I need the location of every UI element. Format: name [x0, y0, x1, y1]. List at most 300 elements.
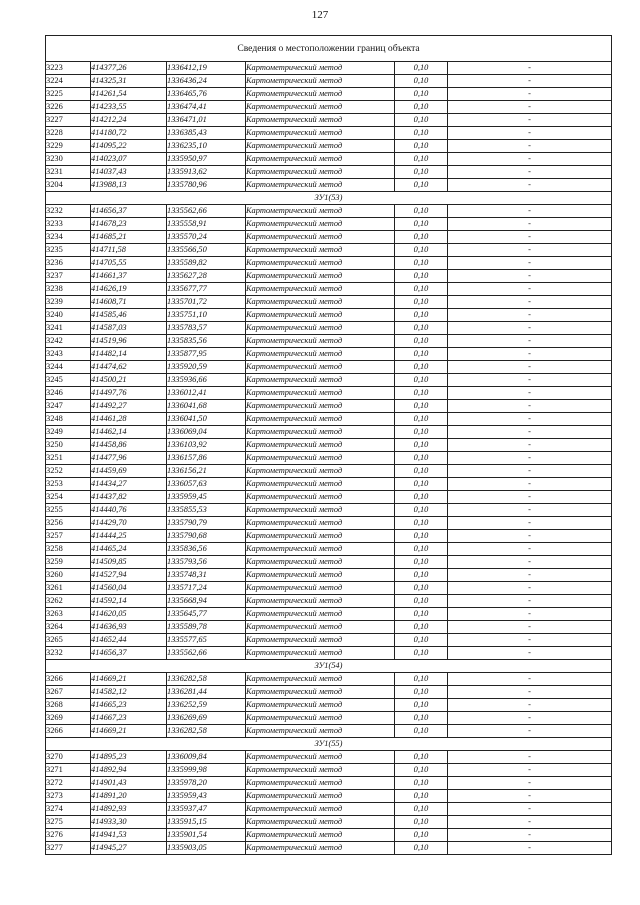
point-number-cell: 3224	[46, 75, 91, 88]
point-number-cell: 3258	[46, 543, 91, 556]
description-cell: -	[448, 634, 612, 647]
coord-x-cell: 414901,43	[91, 777, 167, 790]
method-cell: Картометрический метод	[246, 842, 395, 855]
method-cell: Картометрический метод	[246, 244, 395, 257]
group-label: ЗУ1(53)	[46, 192, 612, 205]
coord-y-cell: 1335780,96	[167, 179, 246, 192]
coord-y-cell: 1335748,31	[167, 569, 246, 582]
description-cell: -	[448, 478, 612, 491]
point-number-cell: 3246	[46, 387, 91, 400]
coord-x-cell: 414678,23	[91, 218, 167, 231]
description-cell: -	[448, 530, 612, 543]
precision-cell: 0,10	[395, 725, 448, 738]
precision-cell: 0,10	[395, 842, 448, 855]
precision-cell: 0,10	[395, 673, 448, 686]
point-number-cell: 3231	[46, 166, 91, 179]
method-cell: Картометрический метод	[246, 231, 395, 244]
description-cell: -	[448, 153, 612, 166]
coord-x-cell: 414462,14	[91, 426, 167, 439]
coord-y-cell: 1335717,24	[167, 582, 246, 595]
description-cell: -	[448, 114, 612, 127]
point-number-cell: 3233	[46, 218, 91, 231]
point-number-cell: 3266	[46, 725, 91, 738]
precision-cell: 0,10	[395, 309, 448, 322]
coord-y-cell: 1336436,24	[167, 75, 246, 88]
method-cell: Картометрический метод	[246, 517, 395, 530]
description-cell: -	[448, 569, 612, 582]
point-number-cell: 3259	[46, 556, 91, 569]
description-cell: -	[448, 348, 612, 361]
point-number-cell: 3269	[46, 712, 91, 725]
precision-cell: 0,10	[395, 452, 448, 465]
coord-x-cell: 414509,85	[91, 556, 167, 569]
method-cell: Картометрический метод	[246, 556, 395, 569]
point-number-cell: 3262	[46, 595, 91, 608]
description-cell: -	[448, 582, 612, 595]
method-cell: Картометрический метод	[246, 478, 395, 491]
description-cell: -	[448, 465, 612, 478]
coord-y-cell: 1335562,66	[167, 647, 246, 660]
method-cell: Картометрический метод	[246, 465, 395, 478]
description-cell: -	[448, 725, 612, 738]
table-title: Сведения о местоположении границ объекта	[46, 36, 612, 62]
coord-y-cell: 1336103,92	[167, 439, 246, 452]
table-row	[46, 569, 612, 582]
coord-x-cell: 414945,27	[91, 842, 167, 855]
coord-x-cell: 414711,58	[91, 244, 167, 257]
precision-cell: 0,10	[395, 62, 448, 75]
description-cell: -	[448, 699, 612, 712]
description-cell: -	[448, 751, 612, 764]
coord-x-cell: 414037,43	[91, 166, 167, 179]
group-header-row	[46, 192, 612, 205]
method-cell: Картометрический метод	[246, 803, 395, 816]
precision-cell: 0,10	[395, 166, 448, 179]
coord-x-cell: 414429,70	[91, 517, 167, 530]
point-number-cell: 3261	[46, 582, 91, 595]
table-row	[46, 621, 612, 634]
point-number-cell: 3236	[46, 257, 91, 270]
point-number-cell: 3257	[46, 530, 91, 543]
method-cell: Картометрический метод	[246, 595, 395, 608]
coord-x-cell: 414434,27	[91, 478, 167, 491]
table-row	[46, 361, 612, 374]
coord-y-cell: 1335959,45	[167, 491, 246, 504]
coord-y-cell: 1335589,82	[167, 257, 246, 270]
coord-x-cell: 414023,07	[91, 153, 167, 166]
point-number-cell: 3276	[46, 829, 91, 842]
table-row	[46, 790, 612, 803]
point-number-cell: 3268	[46, 699, 91, 712]
coord-y-cell: 1335790,79	[167, 517, 246, 530]
method-cell: Картометрический метод	[246, 387, 395, 400]
point-number-cell: 3272	[46, 777, 91, 790]
table-row	[46, 413, 612, 426]
method-cell: Картометрический метод	[246, 686, 395, 699]
description-cell: -	[448, 686, 612, 699]
description-cell: -	[448, 439, 612, 452]
coord-x-cell: 414519,96	[91, 335, 167, 348]
method-cell: Картометрический метод	[246, 361, 395, 374]
precision-cell: 0,10	[395, 803, 448, 816]
precision-cell: 0,10	[395, 153, 448, 166]
coord-y-cell: 1335645,77	[167, 608, 246, 621]
precision-cell: 0,10	[395, 270, 448, 283]
coord-x-cell: 414477,96	[91, 452, 167, 465]
coord-y-cell: 1335936,66	[167, 374, 246, 387]
method-cell: Картометрический метод	[246, 491, 395, 504]
point-number-cell: 3237	[46, 270, 91, 283]
coord-x-cell: 414482,14	[91, 348, 167, 361]
table-row	[46, 725, 612, 738]
coord-x-cell: 414933,30	[91, 816, 167, 829]
method-cell: Картометрический метод	[246, 816, 395, 829]
precision-cell: 0,10	[395, 283, 448, 296]
point-number-cell: 3249	[46, 426, 91, 439]
description-cell: -	[448, 101, 612, 114]
point-number-cell: 3277	[46, 842, 91, 855]
coord-x-cell: 414892,93	[91, 803, 167, 816]
coord-x-cell: 414652,44	[91, 634, 167, 647]
precision-cell: 0,10	[395, 829, 448, 842]
coord-y-cell: 1336009,84	[167, 751, 246, 764]
coord-y-cell: 1335627,28	[167, 270, 246, 283]
precision-cell: 0,10	[395, 816, 448, 829]
method-cell: Картометрический метод	[246, 400, 395, 413]
precision-cell: 0,10	[395, 387, 448, 400]
coord-y-cell: 1335999,98	[167, 764, 246, 777]
description-cell: -	[448, 322, 612, 335]
point-number-cell: 3265	[46, 634, 91, 647]
table-row	[46, 140, 612, 153]
coord-y-cell: 1336157,86	[167, 452, 246, 465]
table-row	[46, 309, 612, 322]
description-cell: -	[448, 88, 612, 101]
coord-y-cell: 1336281,44	[167, 686, 246, 699]
boundary-table	[45, 35, 612, 855]
method-cell: Картометрический метод	[246, 205, 395, 218]
coord-y-cell: 1335920,59	[167, 361, 246, 374]
coord-x-cell: 414656,37	[91, 205, 167, 218]
method-cell: Картометрический метод	[246, 153, 395, 166]
description-cell: -	[448, 296, 612, 309]
method-cell: Картометрический метод	[246, 101, 395, 114]
method-cell: Картометрический метод	[246, 166, 395, 179]
precision-cell: 0,10	[395, 634, 448, 647]
precision-cell: 0,10	[395, 478, 448, 491]
point-number-cell: 3227	[46, 114, 91, 127]
coord-y-cell: 1335937,47	[167, 803, 246, 816]
coord-y-cell: 1335793,56	[167, 556, 246, 569]
point-number-cell: 3232	[46, 647, 91, 660]
method-cell: Картометрический метод	[246, 582, 395, 595]
point-number-cell: 3232	[46, 205, 91, 218]
method-cell: Картометрический метод	[246, 335, 395, 348]
coord-y-cell: 1335577,65	[167, 634, 246, 647]
description-cell: -	[448, 673, 612, 686]
coord-x-cell: 414669,21	[91, 725, 167, 738]
table-row	[46, 387, 612, 400]
method-cell: Картометрический метод	[246, 426, 395, 439]
coord-y-cell: 1335783,57	[167, 322, 246, 335]
method-cell: Картометрический метод	[246, 257, 395, 270]
point-number-cell: 3240	[46, 309, 91, 322]
point-number-cell: 3229	[46, 140, 91, 153]
coord-x-cell: 414636,93	[91, 621, 167, 634]
table-row	[46, 465, 612, 478]
description-cell: -	[448, 790, 612, 803]
precision-cell: 0,10	[395, 75, 448, 88]
description-cell: -	[448, 309, 612, 322]
description-cell: -	[448, 244, 612, 257]
table-row	[46, 751, 612, 764]
point-number-cell: 3267	[46, 686, 91, 699]
table-row	[46, 517, 612, 530]
precision-cell: 0,10	[395, 777, 448, 790]
description-cell: -	[448, 413, 612, 426]
coord-y-cell: 1335913,62	[167, 166, 246, 179]
table-row	[46, 712, 612, 725]
table-row	[46, 530, 612, 543]
coord-x-cell: 414705,55	[91, 257, 167, 270]
table-row	[46, 608, 612, 621]
description-cell: -	[448, 75, 612, 88]
precision-cell: 0,10	[395, 348, 448, 361]
point-number-cell: 3241	[46, 322, 91, 335]
precision-cell: 0,10	[395, 88, 448, 101]
precision-cell: 0,10	[395, 595, 448, 608]
description-cell: -	[448, 517, 612, 530]
coord-x-cell: 414626,19	[91, 283, 167, 296]
description-cell: -	[448, 426, 612, 439]
description-cell: -	[448, 543, 612, 556]
coord-x-cell: 414656,37	[91, 647, 167, 660]
method-cell: Картометрический метод	[246, 634, 395, 647]
point-number-cell: 3243	[46, 348, 91, 361]
table-row	[46, 296, 612, 309]
precision-cell: 0,10	[395, 127, 448, 140]
description-cell: -	[448, 595, 612, 608]
point-number-cell: 3248	[46, 413, 91, 426]
precision-cell: 0,10	[395, 686, 448, 699]
method-cell: Картометрический метод	[246, 699, 395, 712]
table-row	[46, 101, 612, 114]
description-cell: -	[448, 166, 612, 179]
point-number-cell: 3250	[46, 439, 91, 452]
coord-x-cell: 414587,03	[91, 322, 167, 335]
coord-x-cell: 414497,76	[91, 387, 167, 400]
method-cell: Картометрический метод	[246, 140, 395, 153]
precision-cell: 0,10	[395, 114, 448, 127]
coord-y-cell: 1335751,10	[167, 309, 246, 322]
table-row	[46, 803, 612, 816]
precision-cell: 0,10	[395, 569, 448, 582]
method-cell: Картометрический метод	[246, 88, 395, 101]
table-row	[46, 88, 612, 101]
description-cell: -	[448, 205, 612, 218]
precision-cell: 0,10	[395, 647, 448, 660]
coord-x-cell: 414459,69	[91, 465, 167, 478]
coord-y-cell: 1335950,97	[167, 153, 246, 166]
description-cell: -	[448, 335, 612, 348]
precision-cell: 0,10	[395, 517, 448, 530]
method-cell: Картометрический метод	[246, 452, 395, 465]
precision-cell: 0,10	[395, 335, 448, 348]
description-cell: -	[448, 712, 612, 725]
method-cell: Картометрический метод	[246, 283, 395, 296]
coord-x-cell: 414892,94	[91, 764, 167, 777]
coord-x-cell: 414500,21	[91, 374, 167, 387]
method-cell: Картометрический метод	[246, 647, 395, 660]
precision-cell: 0,10	[395, 231, 448, 244]
precision-cell: 0,10	[395, 465, 448, 478]
coord-y-cell: 1336156,21	[167, 465, 246, 478]
group-label: ЗУ1(54)	[46, 660, 612, 673]
point-number-cell: 3260	[46, 569, 91, 582]
coord-y-cell: 1336235,10	[167, 140, 246, 153]
description-cell: -	[448, 179, 612, 192]
precision-cell: 0,10	[395, 582, 448, 595]
table-row	[46, 842, 612, 855]
table-row	[46, 491, 612, 504]
coord-y-cell: 1336252,59	[167, 699, 246, 712]
table-row	[46, 647, 612, 660]
coord-x-cell: 414233,55	[91, 101, 167, 114]
coord-y-cell: 1335701,72	[167, 296, 246, 309]
table-row	[46, 114, 612, 127]
coord-y-cell: 1335566,50	[167, 244, 246, 257]
precision-cell: 0,10	[395, 244, 448, 257]
coord-y-cell: 1336282,58	[167, 673, 246, 686]
coord-x-cell: 414527,94	[91, 569, 167, 582]
coord-y-cell: 1335978,20	[167, 777, 246, 790]
method-cell: Картометрический метод	[246, 530, 395, 543]
method-cell: Картометрический метод	[246, 673, 395, 686]
description-cell: -	[448, 491, 612, 504]
method-cell: Картометрический метод	[246, 179, 395, 192]
precision-cell: 0,10	[395, 400, 448, 413]
description-cell: -	[448, 257, 612, 270]
precision-cell: 0,10	[395, 608, 448, 621]
table-row	[46, 777, 612, 790]
method-cell: Картометрический метод	[246, 296, 395, 309]
description-cell: -	[448, 608, 612, 621]
coord-y-cell: 1335558,91	[167, 218, 246, 231]
coord-x-cell: 414261,54	[91, 88, 167, 101]
point-number-cell: 3254	[46, 491, 91, 504]
precision-cell: 0,10	[395, 439, 448, 452]
coord-y-cell: 1335836,56	[167, 543, 246, 556]
table-title-row	[46, 36, 612, 62]
coord-y-cell: 1335790,68	[167, 530, 246, 543]
description-cell: -	[448, 556, 612, 569]
coord-y-cell: 1335901,54	[167, 829, 246, 842]
table-row	[46, 335, 612, 348]
method-cell: Картометрический метод	[246, 348, 395, 361]
coord-y-cell: 1336282,58	[167, 725, 246, 738]
table-row	[46, 764, 612, 777]
description-cell: -	[448, 361, 612, 374]
description-cell: -	[448, 803, 612, 816]
description-cell: -	[448, 777, 612, 790]
point-number-cell: 3234	[46, 231, 91, 244]
page-number: 127	[311, 9, 329, 21]
point-number-cell: 3242	[46, 335, 91, 348]
coord-x-cell: 414458,86	[91, 439, 167, 452]
method-cell: Картометрический метод	[246, 114, 395, 127]
precision-cell: 0,10	[395, 140, 448, 153]
method-cell: Картометрический метод	[246, 621, 395, 634]
description-cell: -	[448, 816, 612, 829]
precision-cell: 0,10	[395, 179, 448, 192]
description-cell: -	[448, 842, 612, 855]
point-number-cell: 3247	[46, 400, 91, 413]
coord-x-cell: 414941,53	[91, 829, 167, 842]
point-number-cell: 3264	[46, 621, 91, 634]
method-cell: Картометрический метод	[246, 543, 395, 556]
coord-x-cell: 414665,23	[91, 699, 167, 712]
group-header-row	[46, 738, 612, 751]
precision-cell: 0,10	[395, 322, 448, 335]
table-row	[46, 179, 612, 192]
table-row	[46, 816, 612, 829]
coord-y-cell: 1335855,53	[167, 504, 246, 517]
method-cell: Картометрический метод	[246, 504, 395, 517]
coord-x-cell: 414377,26	[91, 62, 167, 75]
coord-y-cell: 1336012,41	[167, 387, 246, 400]
precision-cell: 0,10	[395, 361, 448, 374]
description-cell: -	[448, 764, 612, 777]
coord-x-cell: 413988,13	[91, 179, 167, 192]
table-row	[46, 270, 612, 283]
description-cell: -	[448, 62, 612, 75]
precision-cell: 0,10	[395, 504, 448, 517]
precision-cell: 0,10	[395, 556, 448, 569]
coord-x-cell: 414669,21	[91, 673, 167, 686]
point-number-cell: 3204	[46, 179, 91, 192]
coord-x-cell: 414560,04	[91, 582, 167, 595]
coord-x-cell: 414620,05	[91, 608, 167, 621]
table-row	[46, 75, 612, 88]
point-number-cell: 3263	[46, 608, 91, 621]
coord-y-cell: 1335677,77	[167, 283, 246, 296]
coord-y-cell: 1335668,94	[167, 595, 246, 608]
table-row	[46, 374, 612, 387]
table-row	[46, 699, 612, 712]
coord-x-cell: 414095,22	[91, 140, 167, 153]
coord-y-cell: 1336385,43	[167, 127, 246, 140]
coord-x-cell: 414492,27	[91, 400, 167, 413]
coord-y-cell: 1336269,69	[167, 712, 246, 725]
method-cell: Картометрический метод	[246, 270, 395, 283]
coord-y-cell: 1335835,56	[167, 335, 246, 348]
coord-y-cell: 1335562,66	[167, 205, 246, 218]
coord-y-cell: 1336471,01	[167, 114, 246, 127]
table-row	[46, 127, 612, 140]
table-row	[46, 218, 612, 231]
point-number-cell: 3256	[46, 517, 91, 530]
coord-y-cell: 1335915,15	[167, 816, 246, 829]
coord-x-cell: 414444,25	[91, 530, 167, 543]
point-number-cell: 3253	[46, 478, 91, 491]
table-row	[46, 426, 612, 439]
point-number-cell: 3228	[46, 127, 91, 140]
description-cell: -	[448, 127, 612, 140]
table-row	[46, 153, 612, 166]
point-number-cell: 3271	[46, 764, 91, 777]
point-number-cell: 3274	[46, 803, 91, 816]
coord-x-cell: 414465,24	[91, 543, 167, 556]
